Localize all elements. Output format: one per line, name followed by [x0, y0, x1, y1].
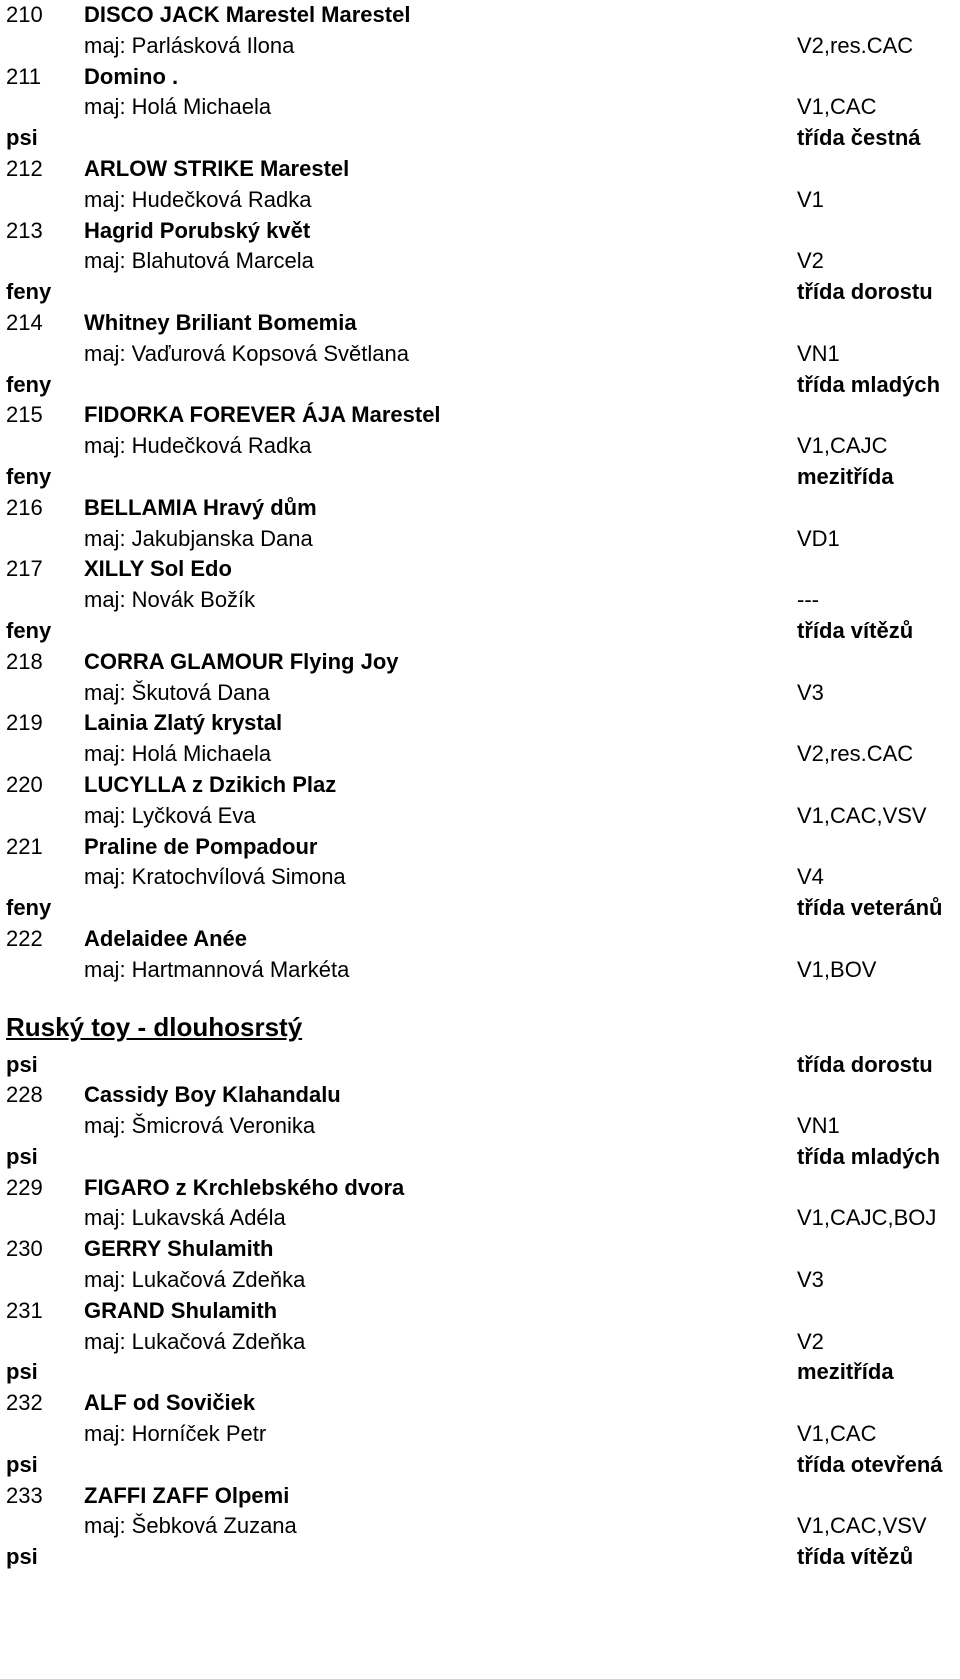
class-row	[0, 1542, 960, 1573]
owner-row	[0, 1327, 960, 1358]
entry-row	[0, 216, 960, 247]
entry-number: 233	[6, 1482, 43, 1508]
class-label: třída veteránů	[797, 895, 943, 921]
result-grade: V1,CAC,VSV	[797, 802, 927, 828]
dog-name: XILLY Sol Edo	[84, 556, 232, 582]
sex-label: feny	[6, 463, 52, 489]
dog-name: ARLOW STRIKE Marestel	[84, 155, 350, 181]
dog-name: GERRY Shulamith	[84, 1236, 274, 1262]
class-row	[0, 616, 960, 647]
result-grade: V1,CAC	[797, 94, 877, 120]
entry-number: 213	[6, 217, 43, 243]
entry-number: 210	[6, 2, 43, 27]
dog-name: Praline de Pompadour	[84, 833, 318, 859]
dog-name: ALF od Sovičiek	[84, 1390, 256, 1416]
entry-number: 220	[6, 771, 43, 797]
entry-row	[0, 1080, 960, 1111]
result-grade: V1,BOV	[797, 956, 877, 982]
sex-label: psi	[6, 1544, 38, 1570]
entry-number: 221	[6, 833, 43, 859]
owner-name: maj: Šmicrová Veronika	[84, 1113, 316, 1139]
owner-row	[0, 431, 960, 462]
result-grade: VN1	[797, 340, 840, 366]
owner-row	[0, 955, 960, 986]
owner-name: maj: Lukačová Zdeňka	[84, 1267, 306, 1293]
class-row	[0, 1357, 960, 1388]
owner-row	[0, 739, 960, 770]
owner-row	[0, 31, 960, 62]
owner-row	[0, 1511, 960, 1542]
section-heading: Ruský toy - dlouhosrstý	[6, 1011, 303, 1042]
result-grade: V2,res.CAC	[797, 32, 914, 58]
class-row	[0, 1142, 960, 1173]
owner-name: maj: Novák Božík	[84, 587, 256, 613]
entry-row	[0, 1388, 960, 1419]
result-grade: V1,CAJC	[797, 433, 888, 459]
result-grade: V4	[797, 864, 824, 890]
result-grade: V2	[797, 248, 824, 274]
result-grade: V1,CAC	[797, 1421, 877, 1447]
owner-name: maj: Jakubjanska Dana	[84, 525, 313, 551]
result-grade: V2	[797, 1328, 824, 1354]
sex-label: psi	[6, 1359, 38, 1385]
entry-row	[0, 770, 960, 801]
class-label: třída otevřená	[797, 1451, 943, 1477]
dog-name: GRAND Shulamith	[84, 1297, 278, 1323]
dog-name: Lainia Zlatý krystal	[84, 710, 283, 736]
owner-name: maj: Horníček Petr	[84, 1421, 267, 1447]
class-label: mezitřída	[797, 463, 894, 489]
owner-row	[0, 585, 960, 616]
entry-number: 212	[6, 155, 43, 181]
entry-row	[0, 308, 960, 339]
result-grade: V1,CAC,VSV	[797, 1513, 927, 1539]
owner-name: maj: Vaďurová Kopsová Světlana	[84, 340, 409, 366]
class-label: mezitřída	[797, 1359, 894, 1385]
owner-name: maj: Hartmannová Markéta	[84, 956, 350, 982]
entry-number: 231	[6, 1297, 43, 1323]
owner-row	[0, 1203, 960, 1234]
owner-row	[0, 801, 960, 832]
owner-row	[0, 339, 960, 370]
result-grade: V1	[797, 186, 824, 212]
owner-row	[0, 185, 960, 216]
owner-name: maj: Lukavská Adéla	[84, 1205, 286, 1231]
entry-number: 218	[6, 648, 43, 674]
sex-label: psi	[6, 1051, 38, 1077]
entry-number: 232	[6, 1390, 43, 1416]
owner-row	[0, 92, 960, 123]
class-label: třída mladých	[797, 371, 941, 397]
class-row	[0, 893, 960, 924]
entry-row	[0, 0, 960, 31]
dog-name: FIGARO z Krchlebského dvora	[84, 1174, 405, 1200]
sex-label: feny	[6, 617, 52, 643]
owner-row	[0, 1419, 960, 1450]
sex-label: psi	[6, 125, 38, 151]
class-row	[0, 370, 960, 401]
owner-name: maj: Holá Michaela	[84, 94, 272, 120]
owner-name: maj: Blahutová Marcela	[84, 248, 314, 274]
entry-row	[0, 1173, 960, 1204]
class-row	[0, 462, 960, 493]
dog-name: BELLAMIA Hravý dům	[84, 494, 317, 520]
entry-number: 228	[6, 1082, 43, 1108]
dog-name: FIDORKA FOREVER ÁJA Marestel	[84, 402, 441, 428]
dog-name: DISCO JACK Marestel Marestel	[84, 2, 411, 27]
sex-label: feny	[6, 279, 52, 305]
entry-row	[0, 708, 960, 739]
class-label: třída mladých	[797, 1143, 941, 1169]
owner-name: maj: Hudečková Radka	[84, 433, 312, 459]
class-row	[0, 1050, 960, 1081]
entry-number: 217	[6, 556, 43, 582]
owner-name: maj: Šebková Zuzana	[84, 1513, 297, 1539]
dog-name: ZAFFI ZAFF Olpemi	[84, 1482, 290, 1508]
owner-row	[0, 524, 960, 555]
dog-name: Adelaidee Anée	[84, 925, 248, 951]
dog-name: Cassidy Boy Klahandalu	[84, 1082, 341, 1108]
class-row	[0, 1450, 960, 1481]
result-grade: V3	[797, 679, 824, 705]
entry-row	[0, 1234, 960, 1265]
entry-row	[0, 1296, 960, 1327]
sex-label: psi	[6, 1143, 38, 1169]
result-grade: V2,res.CAC	[797, 741, 914, 767]
entry-row	[0, 832, 960, 863]
entry-number: 222	[6, 925, 43, 951]
class-label: třída čestná	[797, 125, 921, 151]
owner-row	[0, 1111, 960, 1142]
entry-number: 216	[6, 494, 43, 520]
owner-row	[0, 1265, 960, 1296]
class-label: třída vítězů	[797, 1544, 914, 1570]
owner-name: maj: Kratochvílová Simona	[84, 864, 346, 890]
result-grade: V3	[797, 1267, 824, 1293]
dog-name: Domino .	[84, 63, 179, 89]
result-grade: ---	[797, 587, 819, 613]
entry-row	[0, 154, 960, 185]
owner-row	[0, 678, 960, 709]
sex-label: feny	[6, 895, 52, 921]
result-grade: VN1	[797, 1113, 840, 1139]
entry-row	[0, 647, 960, 678]
entry-row	[0, 493, 960, 524]
owner-name: maj: Holá Michaela	[84, 741, 272, 767]
entry-row	[0, 62, 960, 93]
entry-row	[0, 400, 960, 431]
dog-name: CORRA GLAMOUR Flying Joy	[84, 648, 399, 674]
entry-number: 214	[6, 309, 43, 335]
sex-label: psi	[6, 1451, 38, 1477]
result-grade: VD1	[797, 525, 840, 551]
entry-number: 219	[6, 710, 43, 736]
entry-row	[0, 924, 960, 955]
owner-name: maj: Lukačová Zdeňka	[84, 1328, 306, 1354]
entry-number: 211	[6, 63, 42, 89]
entry-row	[0, 1481, 960, 1512]
dog-name: LUCYLLA z Dzikich Plaz	[84, 771, 337, 797]
owner-name: maj: Parlásková Ilona	[84, 32, 295, 58]
sex-label: feny	[6, 371, 52, 397]
class-label: třída vítězů	[797, 617, 914, 643]
class-row	[0, 123, 960, 154]
owner-name: maj: Hudečková Radka	[84, 186, 312, 212]
class-label: třída dorostu	[797, 1051, 933, 1077]
result-grade: V1,CAJC,BOJ	[797, 1205, 937, 1231]
owner-name: maj: Lyčková Eva	[84, 802, 256, 828]
dog-name: Whitney Briliant Bomemia	[84, 309, 357, 335]
class-row	[0, 277, 960, 308]
owner-row	[0, 862, 960, 893]
class-label: třída dorostu	[797, 279, 933, 305]
entry-row	[0, 554, 960, 585]
owner-row	[0, 246, 960, 277]
entry-number: 215	[6, 402, 43, 428]
owner-name: maj: Škutová Dana	[84, 679, 270, 705]
entry-number: 229	[6, 1174, 43, 1200]
dog-name: Hagrid Porubský květ	[84, 217, 311, 243]
entry-number: 230	[6, 1236, 43, 1262]
